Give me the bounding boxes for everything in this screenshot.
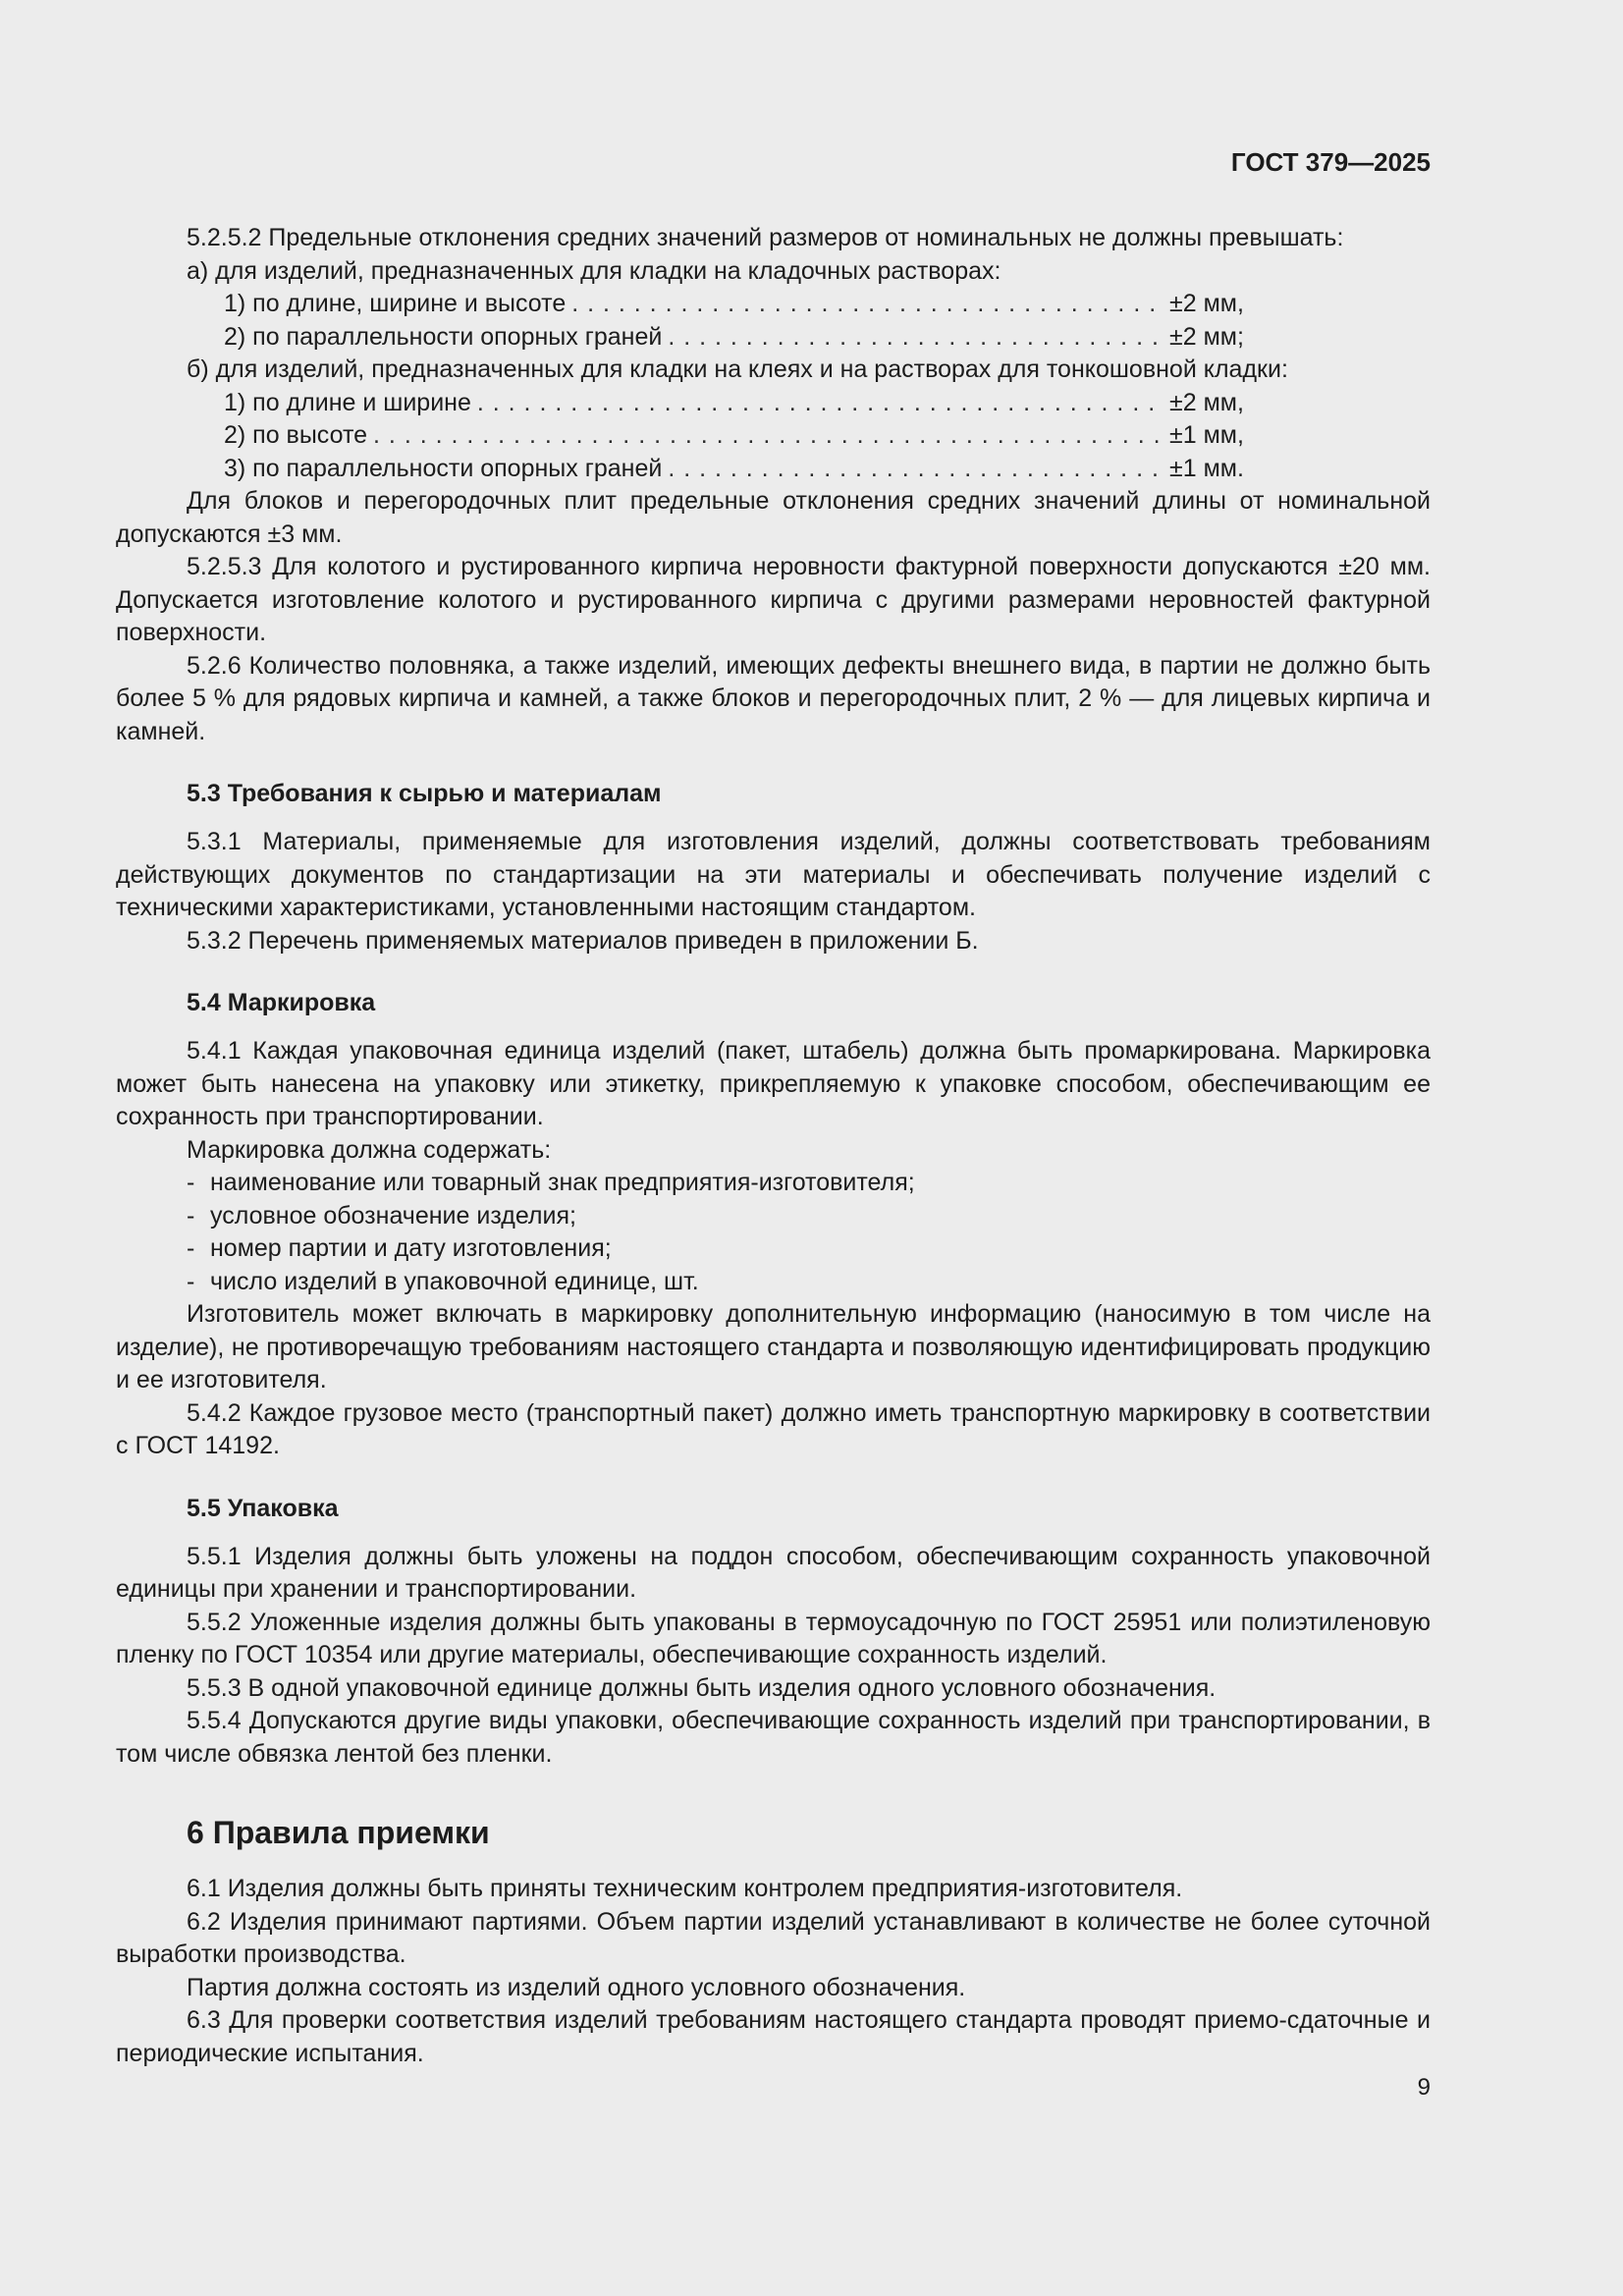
- paragraph-extra-info: Изготовитель может включать в маркировку дополнительную информацию (наносимую в том числе на изделие), не противоречащую требованиям настоящего стандарта и позволяющую идентифицировать продукцию и ее изготовителя.: [116, 1300, 1431, 1394]
- list-item: - условное обозначение изделия;: [187, 1200, 1431, 1233]
- section-heading-6: 6 Правила приемки: [187, 1815, 490, 1850]
- tolerance-row: [116, 288, 1254, 321]
- tolerance-row: [116, 387, 1254, 420]
- paragraph-6-1: 6.1 Изделия должны быть приняты техническим контролем предприятия-изготовителя.: [187, 1875, 1183, 1902]
- item-b-label: б) для изделий, предназначенных для кладки на клеях и на растворах для тонкошовной кладки:: [187, 355, 1288, 383]
- paragraph-5-3-2: 5.3.2 Перечень применяемых материалов приведен в приложении Б.: [187, 926, 979, 955]
- tolerance-row: [116, 453, 1254, 486]
- paragraph-5-5-3: 5.5.3 В одной упаковочной единице должны быть изделия одного условного обозначения.: [187, 1673, 1217, 1702]
- paragraph-5-2-6: 5.2.6 Количество половняка, а также изделий, имеющих дефекты внешнего вида, в партии не должно быть более 5 % для рядовых кирпича и камней, а также блоков и перегородочных плит, 2 % — для лицевых кирпича и камней.: [116, 651, 1431, 745]
- tolerance-label: 1) по длине и ширине: [224, 388, 471, 416]
- leader-dots: [668, 453, 1160, 486]
- tolerance-row: [116, 321, 1254, 355]
- paragraph-6-2-batch: Партия должна состоять из изделий одного условного обозначения.: [187, 1973, 966, 2001]
- paragraph-5-2-5-3: 5.2.5.3 Для колотого и рустированного кирпича неровности фактурной поверхности допускаются ±20 мм. Допускается изготовление колотого и рустированного кирпича с другими размерами неровностей фактурной поверхности.: [116, 553, 1431, 646]
- tolerance-label: 1) по длине, ширине и высоте: [224, 290, 567, 317]
- paragraph-6-3: 6.3 Для проверки соответствия изделий требованиям настоящего стандарта проводят приемо-сдаточные и периодические испытания.: [116, 2006, 1431, 2067]
- leader-dots: [477, 387, 1160, 420]
- tolerance-row: [116, 419, 1254, 453]
- leader-dots: [373, 419, 1160, 453]
- tolerance-value: ±2 мм,: [1169, 388, 1244, 416]
- section-heading-5-4: 5.4 Маркировка: [187, 989, 376, 1016]
- tolerance-value: ±1 мм.: [1169, 454, 1244, 482]
- tolerance-label: 2) по параллельности опорных граней: [224, 322, 663, 351]
- list-item: - наименование или товарный знак предприятия-изготовителя;: [187, 1167, 1431, 1200]
- paragraph-5-4-1: 5.4.1 Каждая упаковочная единица изделий (пакет, штабель) должна быть промаркирована. Маркировка может быть нанесена на упаковку или этикетку, прикрепляемую к упаковке способом, обеспечивающим ее сохранность при транспортировании.: [116, 1037, 1431, 1130]
- tolerance-value: ±1 мм,: [1169, 421, 1244, 449]
- page-number: 9: [1417, 2074, 1431, 2101]
- paragraph-5-5-1: 5.5.1 Изделия должны быть уложены на поддон способом, обеспечивающим сохранность упаковочной единицы при хранении и транспортировании.: [116, 1542, 1431, 1603]
- paragraph-5-4-2: 5.4.2 Каждое грузовое место (транспортный пакет) должно иметь транспортную маркировку в соответствии с ГОСТ 14192.: [116, 1398, 1431, 1459]
- tolerance-value: ±2 мм,: [1169, 290, 1244, 317]
- blocks-note: Для блоков и перегородочных плит предельные отклонения средних значений длины от номинальной допускаются ±3 мм.: [116, 487, 1431, 548]
- paragraph-5-3-1: 5.3.1 Материалы, применяемые для изготовления изделий, должны соответствовать требованиям действующих документов по стандартизации на эти материалы и обеспечивать получение изделий с техническими характеристиками, установленными настоящим стандартом.: [116, 828, 1431, 921]
- section-heading-5-3: 5.3 Требования к сырью и материалам: [187, 780, 662, 807]
- tolerance-label: 2) по высоте: [224, 421, 368, 449]
- paragraph-6-2: 6.2 Изделия принимают партиями. Объем партии изделий устанавливают в количестве не более суточной выработки производства.: [116, 1907, 1431, 1968]
- paragraph-5-5-2: 5.5.2 Уложенные изделия должны быть упакованы в термоусадочную по ГОСТ 25951 или полиэтиленовую пленку по ГОСТ 10354 или другие материалы, обеспечивающие сохранность изделий.: [116, 1608, 1431, 1668]
- list-item: - номер партии и дату изготовления;: [187, 1232, 1431, 1266]
- tolerance-label: 3) по параллельности опорных граней: [224, 454, 663, 482]
- marking-list: [116, 1167, 1431, 1298]
- tolerance-value: ±2 мм;: [1169, 322, 1244, 351]
- list-item: - число изделий в упаковочной единице, шт.: [187, 1266, 1431, 1299]
- section-heading-5-5: 5.5 Упаковка: [187, 1494, 339, 1522]
- page-content: [116, 222, 1431, 2070]
- leader-dots: [571, 288, 1160, 321]
- leader-dots: [668, 321, 1160, 355]
- paragraph-5-5-4: 5.5.4 Допускаются другие виды упаковки, обеспечивающие сохранность изделий при транспортировании, в том числе обвязка лентой без пленки.: [116, 1707, 1431, 1768]
- paragraph-5-2-5-2: 5.2.5.2 Предельные отклонения средних значений размеров от номинальных не должны превышать:: [187, 224, 1344, 251]
- item-a-label: а) для изделий, предназначенных для кладки на кладочных растворах:: [187, 256, 1001, 285]
- document-code: ГОСТ 379—2025: [1230, 147, 1431, 177]
- marking-list-intro: Маркировка должна содержать:: [187, 1135, 552, 1164]
